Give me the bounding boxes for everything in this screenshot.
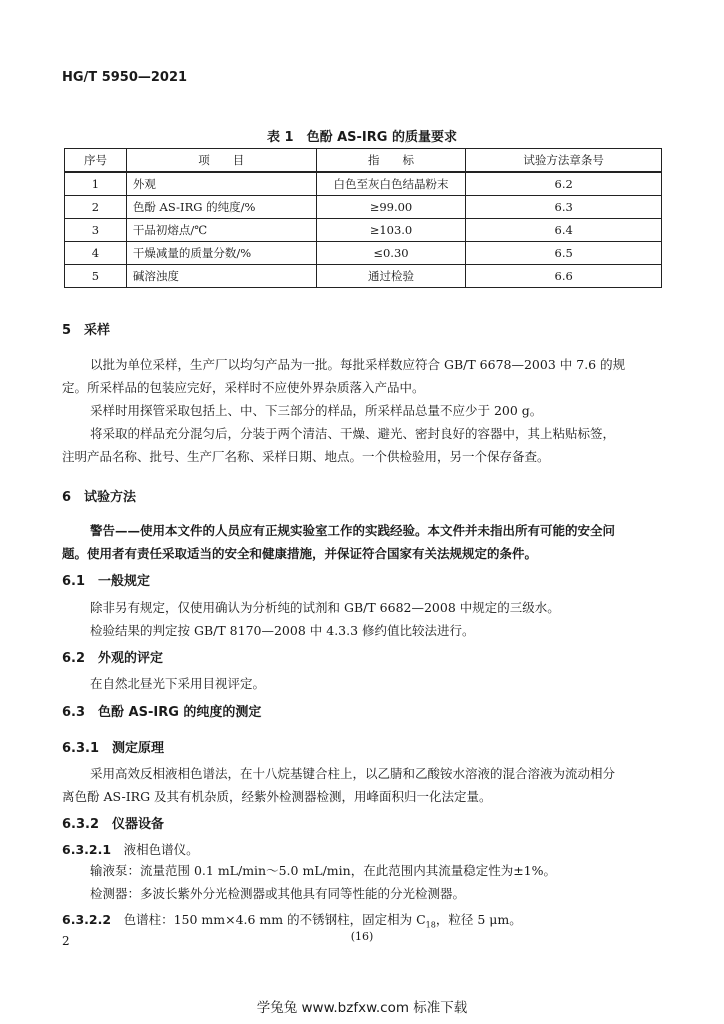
detector-spec: 检测器：多波长紫外分光检测器或其他具有同等性能的分光检测器。 — [90, 886, 466, 901]
section-6-3-2-heading: 6.3.2 仪器设备 — [62, 817, 165, 832]
cell-no: 4 — [65, 242, 127, 265]
section-6-3-1-heading: 6.3.1 测定原理 — [62, 741, 165, 756]
table-row — [65, 242, 662, 265]
section-6-3-1-para-a: 采用高效反相液相色谱法，在十八烷基键合柱上，以乙腈和乙酸铵水溶液的混合溶液为流动相分 — [90, 766, 616, 781]
cell-no: 5 — [65, 265, 127, 288]
section-6-1-para-2: 检验结果的判定按 GB/T 8170—2008 中 4.3.3 修约值比较法进行。 — [90, 623, 475, 638]
col-header-method: 试验方法章条号 — [466, 149, 662, 173]
section-5-para-3b: 注明产品名称、批号、生产厂名称、采样日期、地点。一个供检验用，另一个保存备查。 — [62, 449, 550, 464]
standard-number: HG/T 5950—2021 — [62, 70, 188, 85]
cell-method: 6.4 — [466, 219, 662, 242]
section-6-3-1-para-b: 离色酚 AS-IRG 及其有机杂质，经紫外检测器检测，用峰面积归一化法定量。 — [62, 789, 492, 804]
cell-method: 6.6 — [466, 265, 662, 288]
warning-line-2: 题。使用者有责任采取适当的安全和健康措施，并保证符合国家有关法规规定的条件。 — [62, 546, 538, 561]
clause-text: 液相色谱仪。 — [123, 842, 199, 857]
section-5-para-1a: 以批为单位采样，生产厂以均匀产品为一批。每批采样数应符合 GB/T 6678—2003 中 7.6 的规 — [90, 357, 626, 372]
section-6-1-para-1: 除非另有规定，仅使用确认为分析纯的试剂和 GB/T 6682—2008 中规定的三级水。 — [90, 600, 560, 615]
cell-value: ≤0.30 — [316, 242, 466, 265]
section-5-para-1b: 定。所采样品的包装应完好，采样时不应使外界杂质落入产品中。 — [62, 380, 425, 395]
pump-spec: 输液泵：流量范围 0.1 mL/min～5.0 mL/min，在此范围内其流量稳定性为±1%。 — [90, 863, 557, 878]
section-6-3-heading: 6.3 色酚 AS-IRG 的纯度的测定 — [62, 705, 262, 720]
cell-value: 通过检验 — [316, 265, 466, 288]
cell-item: 碱溶浊度 — [126, 265, 316, 288]
section-6-3-2-1 — [62, 840, 199, 858]
cell-value: 白色至灰白色结晶粉末 — [316, 172, 466, 196]
watermark-footer: 学兔兔 www.bzfxw.com 标准下载 — [256, 1000, 468, 1016]
cell-no: 2 — [65, 196, 127, 219]
table-row — [65, 219, 662, 242]
section-5-para-2: 采样时用探管采取包括上、中、下三部分的样品，所采样品总量不应少于 200 g。 — [90, 403, 543, 418]
page-center-mark: (16) — [350, 930, 374, 943]
cell-item: 色酚 AS-IRG 的纯度/% — [126, 196, 316, 219]
cell-value: ≥103.0 — [316, 219, 466, 242]
clause-number: 6.3.2.1 — [62, 842, 112, 857]
cell-no: 3 — [65, 219, 127, 242]
column-spec-subscript: 18 — [425, 920, 436, 930]
col-header-value: 指 标 — [316, 149, 466, 173]
col-header-item: 项 目 — [126, 149, 316, 173]
cell-method: 6.5 — [466, 242, 662, 265]
table-caption: 表 1 色酚 AS-IRG 的质量要求 — [267, 130, 457, 145]
cell-item: 干燥减量的质量分数/% — [126, 242, 316, 265]
clause-number: 6.3.2.2 — [62, 912, 112, 927]
section-5-para-3a: 将采取的样品充分混匀后，分装于两个清洁、干燥、避光、密封良好的容器中，其上粘贴标签， — [90, 426, 616, 441]
section-6-3-2-2 — [62, 910, 522, 930]
table-row — [65, 196, 662, 219]
column-spec-a: 色谱柱：150 mm×4.6 mm 的不锈钢柱，固定相为 C — [123, 912, 426, 927]
section-6-2-para: 在自然北昼光下采用目视评定。 — [90, 676, 266, 691]
section-6-2-heading: 6.2 外观的评定 — [62, 651, 164, 666]
cell-value: ≥99.00 — [316, 196, 466, 219]
warning-line-1: 警告——使用本文件的人员应有正规实验室工作的实践经验。本文件并未指出所有可能的安全问 — [90, 523, 616, 538]
cell-method: 6.2 — [466, 172, 662, 196]
cell-no: 1 — [65, 172, 127, 196]
quality-requirements-table — [64, 148, 662, 288]
cell-item: 外观 — [126, 172, 316, 196]
section-5-heading: 5 采样 — [62, 323, 111, 338]
section-6-heading: 6 试验方法 — [62, 490, 137, 505]
table-header-row — [65, 149, 662, 173]
cell-item: 干品初熔点/℃ — [126, 219, 316, 242]
section-6-1-heading: 6.1 一般规定 — [62, 574, 151, 589]
cell-method: 6.3 — [466, 196, 662, 219]
table-row — [65, 172, 662, 196]
table-row — [65, 265, 662, 288]
column-spec-b: ，粒径 5 μm。 — [435, 912, 522, 927]
page-number: 2 — [62, 934, 70, 948]
col-header-no: 序号 — [65, 149, 127, 173]
